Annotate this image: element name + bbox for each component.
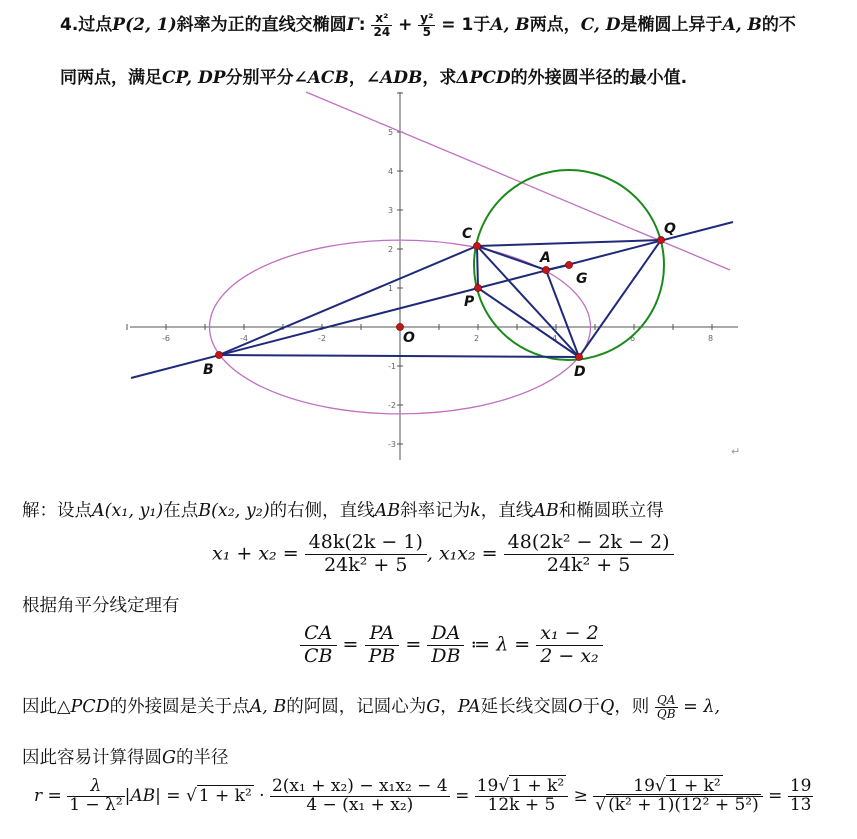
problem-line-1: 4.过点P(2, 1)斜率为正的直线交椭圆Γ: $\frac{\text{x²}}{24}$ + $\frac{\text{y²}}{5}$ = 1于A, B两点，C, D是椭圆上异于A, B的不	[60, 10, 796, 39]
solution-line-2: 根据角平分线定理有	[22, 596, 180, 616]
y-tick-label: 1	[388, 284, 394, 293]
return-mark: ↵	[731, 445, 741, 458]
geometry-figure	[0, 88, 857, 470]
x-tick-label: 8	[708, 334, 714, 343]
solution-line-4: 因此容易计算得圆G的半径	[22, 748, 229, 768]
label-g: G	[576, 271, 588, 287]
y-tick-label: -2	[388, 401, 396, 410]
point-g	[565, 261, 572, 268]
segment-ad	[546, 270, 579, 357]
segment-bc	[219, 246, 480, 355]
x-tick-label: 4	[552, 334, 558, 343]
segment-cp	[477, 246, 478, 288]
segment-bd	[219, 355, 579, 357]
x-tick-label: -4	[240, 334, 248, 343]
point-c	[473, 242, 480, 249]
y-tick-label: 3	[388, 206, 394, 215]
solution-line-1: 解：设点A(x₁, y₁)在点B(x₂, y₂)的右侧，直线AB斜率记为k，直线AB和椭圆联立得	[22, 501, 664, 521]
label-q: Q	[664, 221, 676, 237]
equation-bisector: $\frac{CA}{CB}$ = $\frac{PA}{PB}$ = $\frac{DA}{DB}$ ≔ λ = $\frac{\text{x₁ − 2}}{\text{2 − x₂}}$	[300, 623, 603, 668]
y-tick-label: -3	[388, 440, 396, 449]
segment-qd	[579, 240, 661, 357]
point-a	[542, 266, 549, 273]
y-tick-label: -1	[388, 362, 396, 371]
solution-line-3: 因此△PCD的外接圆是关于点A, B的阿圆，记圆心为G，PA延长线交圆O于Q，则 $\frac{QA}{QB}$ = λ,	[22, 693, 721, 721]
point-q	[657, 236, 664, 243]
label-c: C	[462, 226, 473, 242]
segment-cq	[477, 240, 661, 246]
x-tick-label: -2	[318, 334, 326, 343]
axes	[130, 92, 741, 460]
label-o: O	[403, 330, 415, 346]
x-tick-label: 6	[630, 334, 636, 343]
label-b: B	[203, 362, 214, 378]
equation-radius: r = $\frac{\lambda}{\text{1 − λ²}}$ |AB| = √ 1 + k² · $\frac{\text{2(x₁ + x₂) − x₁x₂ − 4}}{\text{4 − (x₁ + x₂)}}$ = $\frac{\text{19√ 1 + k²}}{12k + 5}$ ≥ $\frac{\text{19√ 1 + k²}}{\text{√ (k² + 1)(12² + 5²)}}$ = $\frac{19}{13}$	[34, 776, 812, 815]
pink-line	[306, 92, 730, 270]
equation-vieta: x₁ + x₂ = $\frac{48k(2k - 1)}{\text{24k² + 5}}$ , x₁x₂ = $\frac{\text{48(2k² − 2k − 2)}}{\text{24k² + 5}}$	[212, 532, 674, 577]
problem-line-2: 同两点，满足CP, DP分别平分∠ACB，∠ADB，求ΔPCD的外接圆半径的最小值.	[60, 68, 688, 88]
label-d: D	[574, 364, 586, 380]
y-tick-label: 4	[388, 167, 394, 176]
y-tick-label: 2	[388, 245, 394, 254]
fraction-y2-5: $\frac{\text{y²}}{5}$	[420, 10, 434, 39]
y-tick-label: 5	[388, 128, 394, 137]
point-p	[474, 284, 481, 291]
point-b	[215, 351, 222, 358]
fraction-x2-24: $\frac{\text{x²}}{24}$	[373, 10, 391, 39]
point-d	[575, 353, 582, 360]
x-tick-label: 2	[474, 334, 480, 343]
x-tick-label: -6	[162, 334, 170, 343]
label-a: A	[540, 250, 551, 266]
label-p: P	[464, 294, 475, 310]
